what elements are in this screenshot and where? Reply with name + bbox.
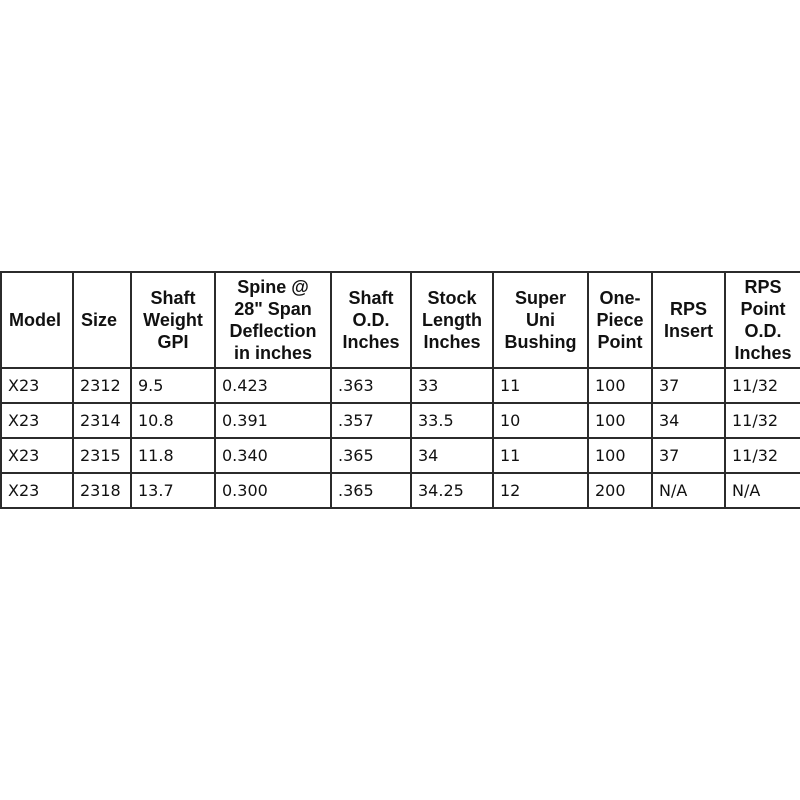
cell-rps-point-od: 11/32: [725, 368, 800, 403]
cell-stock-length: 34.25: [411, 473, 493, 508]
cell-shaft-weight: 13.7: [131, 473, 215, 508]
header-model: Model: [1, 272, 73, 368]
cell-bushing: 11: [493, 368, 588, 403]
cell-spine: 0.340: [215, 438, 331, 473]
table-row: [1, 438, 800, 473]
header-super-uni-bushing: Super Uni Bushing: [493, 272, 588, 368]
cell-one-piece-point: 200: [588, 473, 652, 508]
cell-size: 2315: [73, 438, 131, 473]
header-rps-insert: RPS Insert: [652, 272, 725, 368]
cell-rps-insert: 37: [652, 438, 725, 473]
cell-model: X23: [1, 403, 73, 438]
cell-model: X23: [1, 473, 73, 508]
header-stock-length-inches: Stock Length Inches: [411, 272, 493, 368]
cell-rps-insert: N/A: [652, 473, 725, 508]
cell-shaft-weight: 10.8: [131, 403, 215, 438]
cell-shaft-od: .363: [331, 368, 411, 403]
header-spine-deflection: Spine @ 28" Span Deflection in inches: [215, 272, 331, 368]
cell-bushing: 11: [493, 438, 588, 473]
cell-size: 2318: [73, 473, 131, 508]
cell-stock-length: 34: [411, 438, 493, 473]
cell-shaft-od: .365: [331, 438, 411, 473]
cell-shaft-od: .357: [331, 403, 411, 438]
cell-rps-insert: 37: [652, 368, 725, 403]
header-shaft-od-inches: Shaft O.D. Inches: [331, 272, 411, 368]
cell-size: 2314: [73, 403, 131, 438]
cell-shaft-weight: 11.8: [131, 438, 215, 473]
header-size: Size: [73, 272, 131, 368]
table-row: [1, 473, 800, 508]
cell-stock-length: 33.5: [411, 403, 493, 438]
header-rps-point-od-inches: RPS Point O.D. Inches: [725, 272, 800, 368]
header-shaft-weight-gpi: Shaft Weight GPI: [131, 272, 215, 368]
cell-model: X23: [1, 438, 73, 473]
cell-rps-point-od: 11/32: [725, 403, 800, 438]
cell-one-piece-point: 100: [588, 403, 652, 438]
cell-shaft-od: .365: [331, 473, 411, 508]
cell-shaft-weight: 9.5: [131, 368, 215, 403]
cell-stock-length: 33: [411, 368, 493, 403]
cell-model: X23: [1, 368, 73, 403]
cell-spine: 0.423: [215, 368, 331, 403]
cell-spine: 0.391: [215, 403, 331, 438]
table-row: [1, 403, 800, 438]
header-one-piece-point: One- Piece Point: [588, 272, 652, 368]
cell-size: 2312: [73, 368, 131, 403]
cell-one-piece-point: 100: [588, 368, 652, 403]
cell-rps-insert: 34: [652, 403, 725, 438]
cell-bushing: 10: [493, 403, 588, 438]
specification-table: [0, 271, 800, 509]
cell-one-piece-point: 100: [588, 438, 652, 473]
cell-rps-point-od: 11/32: [725, 438, 800, 473]
header-row: [1, 272, 800, 368]
cell-rps-point-od: N/A: [725, 473, 800, 508]
cell-spine: 0.300: [215, 473, 331, 508]
cell-bushing: 12: [493, 473, 588, 508]
table-row: [1, 368, 800, 403]
